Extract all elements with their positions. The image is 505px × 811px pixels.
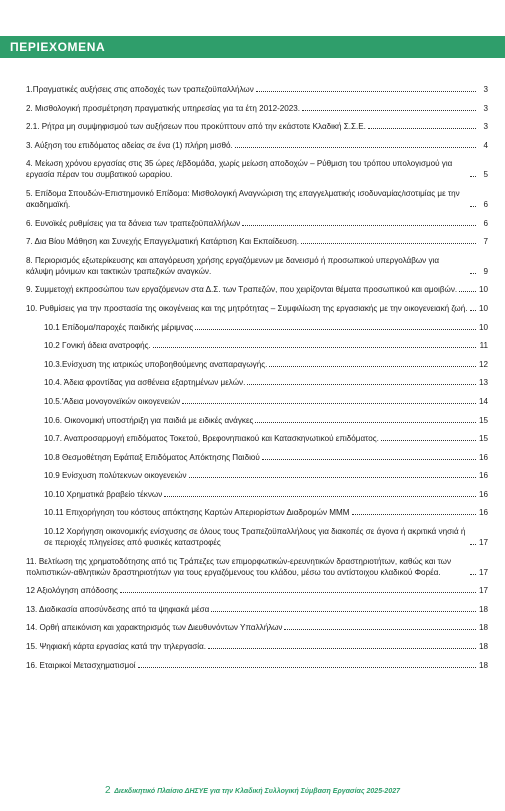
toc-dot-leader (262, 459, 476, 460)
toc-entry[interactable] (26, 604, 488, 615)
footer-text: Διεκδικητικό Πλαίσιο ΔΗΣΥΕ για την Κλαδική Συλλογική Σύμβαση Εργασίας 2025-2027 (114, 788, 401, 795)
toc-entry-title: 2.1. Ρήτρα μη συμψηφισμού των αυξήσεων που προκύπτουν από την εκάστοτε Κλαδική Σ.Σ.Ε. (26, 122, 366, 132)
toc-entry[interactable] (26, 470, 488, 481)
toc-entry-title: 8. Περιορισμός εξωτερίκευσης και απαγόρευση χρήσης εργαζόμενων με δανεισμό ή προσωπικού υπεργολάβων για κάλυψη μόνιμων και τακτικών τραπεζικών αναγκών. (26, 255, 440, 276)
toc-entry-title: 12 Αξιολόγηση απόδοσης (26, 586, 118, 596)
toc-entry-title: 14. Ορθή απεικόνιση και χαρακτηρισμός των Διευθυνόντων Υπαλλήλων (26, 623, 283, 633)
toc-dot-leader (470, 310, 477, 311)
toc-dot-leader (302, 110, 476, 111)
toc-entry-page: 18 (478, 660, 488, 670)
toc-entry-page: 16 (478, 452, 488, 462)
toc-dot-leader (195, 329, 476, 330)
toc-entry[interactable] (26, 188, 488, 210)
toc-entry-page: 15 (478, 434, 488, 444)
toc-entry-title: 10.8 Θεσμοθέτηση Εφάπαξ Επιδόματος Απόκτησης Παιδιού (44, 452, 260, 462)
toc-dot-leader (189, 477, 477, 478)
toc-entry[interactable] (26, 452, 488, 463)
toc-dot-leader (352, 514, 477, 515)
toc-dot-leader (182, 403, 476, 404)
toc-entry-title: 2. Μισθολογική προσμέτρηση πραγματικής υπηρεσίας για τα έτη 2012-2023. (26, 103, 301, 113)
toc-entry-page: 3 (483, 122, 488, 132)
toc-entry[interactable] (26, 121, 488, 132)
toc-dot-leader (255, 422, 476, 423)
toc-entry[interactable] (26, 255, 488, 277)
toc-entry-page: 4 (483, 140, 488, 150)
toc-entry-page: 10 (478, 303, 488, 313)
toc-entry[interactable] (26, 218, 488, 229)
toc-dot-leader (247, 384, 476, 385)
toc-entry-title: 7. Δια Βίου Μάθηση και Συνεχής Επαγγελματική Κατάρτιση Και Εκπαίδευση. (26, 237, 299, 247)
toc-entry[interactable] (26, 526, 488, 548)
toc-entry-page: 18 (478, 604, 488, 614)
page-number: 2 (104, 785, 111, 796)
toc-entry-title: 6. Ευνοϊκές ρυθμίσεις για τα δάνεια των τραπεζοϋπαλλήλων (26, 218, 241, 228)
toc-dot-leader (211, 611, 476, 612)
toc-entry-title: 1.Πραγματικές αυξήσεις στις αποδοχές των τραπεζοϋπαλλήλων (26, 85, 254, 94)
toc-entry[interactable] (26, 103, 488, 114)
toc-entry-page: 13 (478, 378, 488, 388)
toc-dot-leader (120, 592, 476, 593)
toc-entry-title: 10.10 Χρηματικά βραβείο τέκνων (44, 489, 163, 499)
contents-banner (0, 36, 505, 58)
toc-entry[interactable] (26, 622, 488, 633)
toc-entry-page: 17 (478, 586, 488, 596)
toc-entry[interactable] (26, 660, 488, 671)
toc-entry-page: 16 (478, 508, 488, 518)
toc-entry-page: 3 (483, 85, 488, 94)
toc-entry[interactable] (26, 340, 488, 351)
toc-entry-title: 10.5.'Αδεια μονογονεϊκών οικογενειών (44, 396, 181, 406)
toc-dot-leader (301, 243, 476, 244)
toc-entry[interactable] (26, 359, 488, 370)
toc-entry-page: 16 (478, 471, 488, 481)
toc-dot-leader (138, 667, 476, 668)
toc-entry[interactable] (26, 236, 488, 247)
toc-entry-title: 10.2 Γονική άδεια ανατροφής. (44, 341, 151, 351)
toc-entry-page: 14 (478, 396, 488, 406)
toc-dot-leader (256, 91, 476, 92)
toc-entry[interactable] (26, 585, 488, 596)
toc-entry-title: 10.12 Χορήγηση οικονομικής ενίσχυσης σε όλους τους Τραπεζοϋπαλλήλους για διακοπές σε άγονα ή ακριτικά νησιά ή σε περιοχές πληγείσες από φυσικές καταστροφές (44, 527, 466, 548)
toc-dot-leader (470, 574, 476, 575)
toc-dot-leader (208, 648, 476, 649)
toc-entry[interactable] (26, 158, 488, 180)
toc-entry-title: 10.1 Επίδομα/παροχές παιδικής μέριμνας (44, 322, 194, 332)
toc-entry[interactable] (26, 507, 488, 518)
toc-entry[interactable] (26, 556, 488, 578)
toc-entry-title: 10.9 Ενίσχυση πολύτεκνων οικογενειών (44, 471, 187, 481)
toc-entry[interactable] (26, 433, 488, 444)
toc-dot-leader (164, 496, 476, 497)
toc-entry-title: 13. Διαδικασία αποσύνδεσης από τα ψηφιακά μέσα (26, 604, 210, 614)
toc-entry[interactable] (26, 303, 488, 314)
toc-dot-leader (235, 147, 476, 148)
toc-entry-title: 15. Ψηφιακή κάρτα εργασίας κατά την τηλεργασία. (26, 642, 207, 652)
toc-entry-page: 18 (478, 642, 488, 652)
toc-entry-title: 10.11 Επιχορήγηση του κόστους απόκτησης Καρτών Απεριορίστων Διαδρομών ΜΜΜ (44, 508, 350, 518)
toc-entry-page: 10 (478, 322, 488, 332)
toc-entry-title: 16. Εταιρικοί Μετασχηματισμοί (26, 660, 136, 670)
toc-entry[interactable] (26, 284, 488, 295)
toc-entry[interactable] (26, 322, 488, 333)
toc-entry[interactable] (26, 415, 488, 426)
toc-dot-leader (368, 128, 476, 129)
toc-entry[interactable] (26, 396, 488, 407)
toc-entry-title: 5. Επίδομα Σπουδών-Επιστημονικό Επίδομα: Μισθολογική Αναγνώριση της επαγγελματικής ισοδυναμίας/ισοτιμίας με την ακαδημαϊκή. (26, 188, 460, 209)
toc-entry-title: 11. Βελτίωση της χρηματοδότησης από τις Τράπεζες των επιμορφωτικών-ερευνητικών δραστηριοτήτων, καθώς και των πολιτιστικών-αθλητικών δραστηριοτήτων για τους εργαζόμενους του κλάδου, μέσω του αντίστοιχου κλαδικού Φορέα. (26, 556, 452, 577)
toc-entry-title: 10.3.Ενίσχυση της ιατρικώς υποβοηθούμενης αναπαραγωγής. (44, 359, 268, 369)
toc-dot-leader (470, 176, 476, 177)
toc-entry-page: 11 (479, 341, 488, 351)
toc-entry-title: 10.7. Αναπροσαρμογή επιδόματος Τοκετού, Βρεφονηπιακού και Κατασκηνωτικού επιδόματος. (44, 434, 379, 444)
toc-entry-page: 6 (483, 199, 488, 209)
toc-entry-page: 10 (478, 285, 488, 295)
toc-dot-leader (470, 206, 476, 207)
toc-entry-page: 6 (483, 218, 488, 228)
toc-entry-page: 15 (478, 415, 488, 425)
toc-entry-page: 7 (483, 237, 488, 247)
toc-entry-page: 18 (478, 623, 488, 633)
toc-entry-title: 3. Αύξηση του επιδόματος αδείας σε ένα (1) πλήρη μισθό. (26, 140, 233, 150)
table-of-contents (26, 84, 488, 678)
toc-entry[interactable] (26, 140, 488, 151)
toc-entry-title: 9. Συμμετοχή εκπροσώπου των εργαζόμενων στα Δ.Σ. των Τραπεζών, που χειρίζονται θέματα προσωπικού και αμοιβών. (26, 285, 458, 295)
toc-dot-leader (470, 273, 476, 274)
toc-entry-page: 12 (478, 359, 488, 369)
toc-dot-leader (269, 366, 476, 367)
toc-entry-title: 10.4. Άδεια φροντίδας για ασθένεια εξαρτημένων μελών. (44, 378, 246, 388)
toc-entry[interactable] (26, 641, 488, 652)
toc-entry-page: 16 (478, 489, 488, 499)
toc-dot-leader (381, 440, 476, 441)
toc-dot-leader (470, 544, 476, 545)
toc-entry-title: 10.6. Οικονομική υποστήριξη για παιδιά με ειδικές ανάγκες (44, 415, 254, 425)
toc-dot-leader (242, 225, 476, 226)
toc-entry[interactable] (26, 84, 488, 95)
toc-entry-title: 10. Ρυθμίσεις για την προστασία της οικογένειας και της μητρότητας – Συμφιλίωση της εργασιακής με την οικογενειακή ζωή. (26, 303, 468, 313)
toc-entry-page: 17 (478, 538, 488, 548)
toc-entry[interactable] (26, 489, 488, 500)
toc-entry[interactable] (26, 377, 488, 388)
toc-dot-leader (153, 347, 476, 348)
toc-dot-leader (459, 291, 476, 292)
page-title: ΠΕΡΙΕΧΟΜΕΝΑ (10, 40, 106, 54)
toc-entry-page: 5 (483, 170, 488, 180)
toc-entry-page: 3 (483, 103, 488, 113)
page-footer (0, 785, 505, 796)
toc-dot-leader (284, 629, 476, 630)
toc-entry-page: 17 (478, 567, 488, 577)
toc-entry-title: 4. Μείωση χρόνου εργασίας στις 35 ώρες /εβδομάδα, χωρίς μείωση αποδοχών – Ρύθμιση του τρόπου υπολογισμού για εργασία πέραν του συμβατικού ωραρίου. (26, 159, 453, 180)
toc-entry-page: 9 (483, 266, 488, 276)
